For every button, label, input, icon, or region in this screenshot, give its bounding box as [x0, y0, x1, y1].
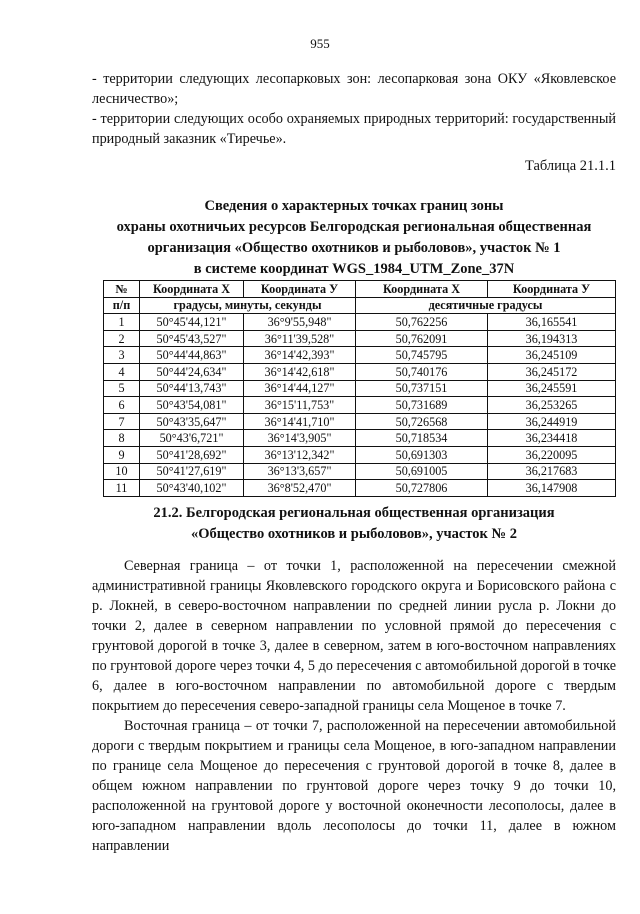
coordinates-table-body — [104, 314, 616, 497]
cell-y-dms: 36°9'55,948" — [244, 314, 356, 331]
cell-x-dms: 50°43'40,102" — [140, 480, 244, 497]
table-row — [104, 430, 616, 447]
cell-y-dms: 36°15'11,753" — [244, 397, 356, 414]
cell-x-dec: 50,691303 — [356, 446, 488, 463]
cell-x-dms: 50°43'35,647" — [140, 413, 244, 430]
header-coord-y-dms: Координата У — [244, 281, 356, 298]
cell-n: 10 — [104, 463, 140, 480]
cell-n: 1 — [104, 314, 140, 331]
cell-x-dms: 50°44'24,634" — [140, 363, 244, 380]
cell-n: 9 — [104, 446, 140, 463]
table-title-line: в системе координат WGS_1984_UTM_Zone_37N — [193, 261, 515, 277]
section-heading-line: «Общество охотников и рыболовов», участок № 2 — [191, 526, 517, 542]
table-title — [92, 196, 616, 280]
cell-y-dms: 36°14'42,393" — [244, 347, 356, 364]
section-heading — [92, 503, 616, 545]
table-row — [104, 314, 616, 331]
cell-x-dms: 50°43'6,721" — [140, 430, 244, 447]
cell-x-dec: 50,727806 — [356, 480, 488, 497]
table-row — [104, 413, 616, 430]
cell-y-dms: 36°14'44,127" — [244, 380, 356, 397]
header-coord-x-dms: Координата X — [140, 281, 244, 298]
cell-x-dec: 50,731689 — [356, 397, 488, 414]
cell-x-dms: 50°41'28,692" — [140, 446, 244, 463]
coordinates-table — [103, 280, 616, 497]
table-row — [104, 347, 616, 364]
cell-y-dec: 36,234418 — [488, 430, 616, 447]
cell-n: 3 — [104, 347, 140, 364]
header-number: № — [104, 281, 140, 298]
cell-x-dec: 50,726568 — [356, 413, 488, 430]
cell-y-dms: 36°13'12,342" — [244, 446, 356, 463]
table-label: Таблица 21.1.1 — [524, 158, 616, 174]
cell-x-dec: 50,762091 — [356, 330, 488, 347]
cell-x-dms: 50°41'27,619" — [140, 463, 244, 480]
cell-y-dec: 36,220095 — [488, 446, 616, 463]
north-boundary-paragraph: Северная граница – от точки 1, расположенной на пересечении смежной административной границы Яковлевского городского округа и Борисовского района с р. Локней, в северо-восточном направлении по средней линии русла р. Локни до точки 2, далее в северном направлении по условной прямой до пересечения с грунтовой дорогой в точке 3, далее в северном, затем в юго-восточном направлениях по грунтовой дороге через точки 4, 5 до пересечения с автомобильной дорогой в точке 6, далее в юго-восточном направлении по автомобильной дороге с твердым покрытием до пересечения северо-западной границы села Мощеное в точке 7. — [92, 558, 616, 714]
cell-y-dms: 36°11'39,528" — [244, 330, 356, 347]
cell-x-dec: 50,718534 — [356, 430, 488, 447]
cell-x-dec: 50,691005 — [356, 463, 488, 480]
page-number: 955 — [310, 36, 330, 51]
header-unit-dec: десятичные градусы — [356, 297, 616, 314]
cell-n: 8 — [104, 430, 140, 447]
cell-n: 11 — [104, 480, 140, 497]
cell-y-dms: 36°14'42,618" — [244, 363, 356, 380]
cell-y-dec: 36,194313 — [488, 330, 616, 347]
cell-n: 5 — [104, 380, 140, 397]
cell-x-dec: 50,740176 — [356, 363, 488, 380]
header-unit-dms: градусы, минуты, секунды — [140, 297, 356, 314]
cell-y-dec: 36,253265 — [488, 397, 616, 414]
table-title-line: организация «Общество охотников и рыболовов», участок № 1 — [147, 240, 561, 256]
cell-y-dec: 36,217683 — [488, 463, 616, 480]
cell-x-dec: 50,745795 — [356, 347, 488, 364]
table-title-line: Сведения о характерных точках границ зоны — [204, 198, 504, 214]
cell-x-dms: 50°44'44,863" — [140, 347, 244, 364]
cell-y-dec: 36,245591 — [488, 380, 616, 397]
east-boundary-paragraph: Восточная граница – от точки 7, расположенной на пересечении автомобильной дороги с твердым покрытием и границы села Мощеное, в юго-западном направлении по границе села Мощеное до пересечения с грунтовой дорогой в точке 8, далее в общем южном направлении по грунтовой дороге через точку 9 до точки 10, расположенной на грунтовой дороге у восточной оконечности лесополосы, далее в юго-западном направлении вдоль лесополосы до точки 11, далее в южном направлении — [92, 718, 616, 854]
cell-y-dec: 36,244919 — [488, 413, 616, 430]
cell-y-dec: 36,245109 — [488, 347, 616, 364]
cell-n: 7 — [104, 413, 140, 430]
cell-y-dec: 36,147908 — [488, 480, 616, 497]
header-number-sub: п/п — [104, 297, 140, 314]
cell-x-dms: 50°45'44,121" — [140, 314, 244, 331]
table-row — [104, 446, 616, 463]
cell-n: 6 — [104, 397, 140, 414]
table-row — [104, 463, 616, 480]
cell-y-dms: 36°13'3,657" — [244, 463, 356, 480]
table-row — [104, 330, 616, 347]
cell-x-dec: 50,737151 — [356, 380, 488, 397]
section-heading-line: 21.2. Белгородская региональная общественная организация — [153, 505, 555, 521]
table-title-line: охраны охотничьих ресурсов Белгородская региональная общественная — [116, 219, 592, 235]
cell-y-dec: 36,165541 — [488, 314, 616, 331]
intro-protected-areas: - территории следующих особо охраняемых природных территорий: государственный природный заказник «Тиречье». — [92, 111, 616, 147]
header-coord-y-dec: Координата У — [488, 281, 616, 298]
cell-y-dms: 36°14'3,905" — [244, 430, 356, 447]
table-row — [104, 397, 616, 414]
cell-n: 4 — [104, 363, 140, 380]
cell-n: 2 — [104, 330, 140, 347]
cell-x-dms: 50°43'54,081" — [140, 397, 244, 414]
table-row — [104, 380, 616, 397]
table-row — [104, 480, 616, 497]
intro-forest-park-zones: - территории следующих лесопарковых зон: лесопарковая зона ОКУ «Яковлевское лесничество»; — [92, 71, 616, 107]
cell-y-dec: 36,245172 — [488, 363, 616, 380]
cell-x-dec: 50,762256 — [356, 314, 488, 331]
cell-x-dms: 50°44'13,743" — [140, 380, 244, 397]
header-coord-x-dec: Координата X — [356, 281, 488, 298]
cell-y-dms: 36°14'41,710" — [244, 413, 356, 430]
cell-x-dms: 50°45'43,527" — [140, 330, 244, 347]
table-row — [104, 363, 616, 380]
cell-y-dms: 36°8'52,470" — [244, 480, 356, 497]
